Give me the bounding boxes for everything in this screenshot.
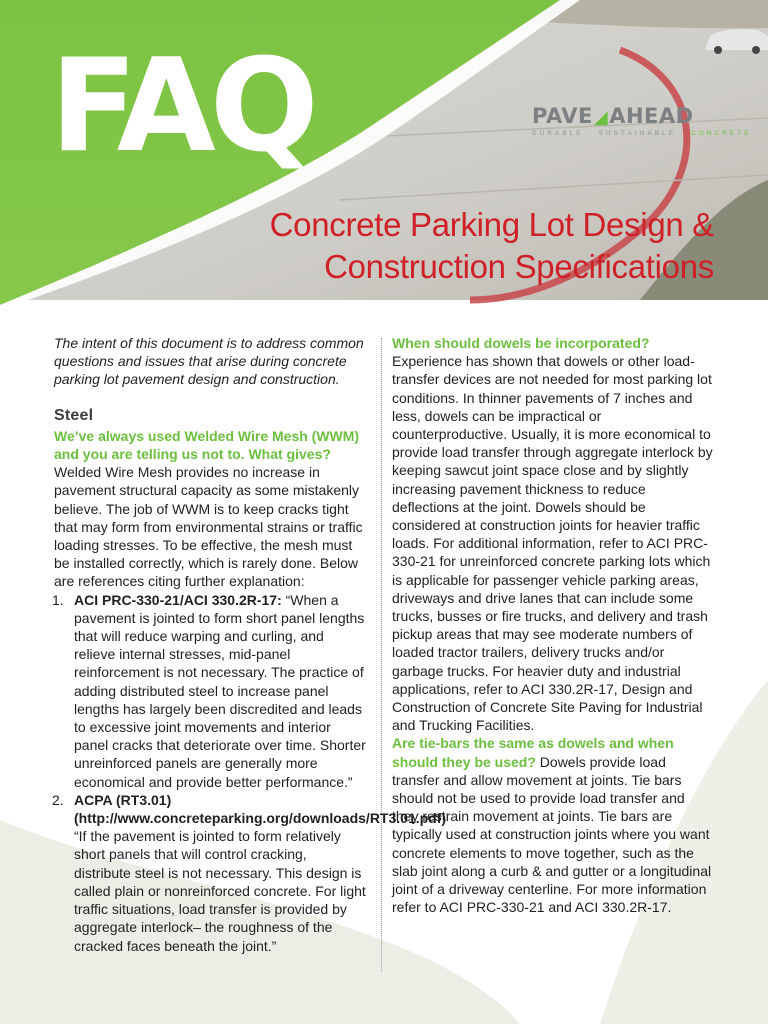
- reference-item: [52, 791, 447, 955]
- faq-item-tie-bars: [392, 734, 714, 916]
- question-wwm: We’ve always used Welded Wire Mesh (WWM) and you are telling us not to. What gives?: [54, 427, 360, 463]
- page-title: [270, 204, 714, 288]
- logo-tagline-highlight: CONCRETE: [691, 130, 752, 137]
- pave-ahead-logo: [532, 104, 752, 150]
- logo-tagline: DURABLE · SUSTAINABLE ·: [532, 130, 692, 137]
- logo-arrow-icon: ◢: [593, 107, 609, 128]
- faq-item-wwm: [54, 427, 366, 591]
- reference-text: “When a pavement is jointed to form short panel lengths that will reduce warping and curling, and relieve internal stresses, mid-panel reinforcement is not necessary. The practice of adding distributed steel to increase panel lengths has largely been discredited and leads to excessive joint movements and interior panel cracks that deteriorate over time. Shorter unreinforced panels are generally more economical and provide better performance.”: [74, 591, 366, 790]
- faq-badge: FAQ: [50, 32, 313, 181]
- question-dowels: When should dowels be incorporated?: [392, 335, 650, 351]
- answer-wwm: Welded Wire Mesh provides no increase in pavement structural capacity as some mistakenly believe. The job of WWM is to keep cracks tight that may form from environmental strains or traffic loading stresses. To be effective, the mesh must be installed correctly, which is rarely done. Below are references citing further explanation:: [54, 464, 363, 590]
- reference-title: ACI PRC-330-21/ACI 330.2R-17:: [74, 591, 282, 608]
- column-divider: [381, 338, 382, 972]
- reference-item: [54, 591, 366, 791]
- page-title-line-1: Concrete Parking Lot Design &: [269, 206, 714, 243]
- reference-text: “If the pavement is jointed to form relatively short panels that will control cracking, distribute steel is not necessary. This design is called plain or nonreinforced concrete. For light traffic situations, load transfer is provided by aggregate interlock– the roughness of the cracked faces beneath the joint.”: [74, 828, 366, 954]
- reference-number: 1.: [52, 591, 64, 608]
- page-title-line-2: Construction Specifications: [324, 248, 714, 285]
- reference-title: ACPA (RT3.01) (http://www.concreteparking.org/downloads/RT3.01.pdf): [74, 791, 447, 827]
- right-column: [392, 334, 714, 917]
- answer-tie-bars: Dowels provide load transfer and allow movement at joints. Tie bars should not be used to provide load transfer and they restrain movement at joints. Tie bars are typically used at construction joints where you want concrete elements to move together, such as the slab joint along a curb & and gutter or a longitudinal joint of a driveway centerline. For more information refer to ACI PRC-330-21 and ACI 330.2R-17.: [392, 753, 712, 916]
- left-column: [52, 334, 447, 955]
- intro-paragraph: The intent of this document is to address common questions and issues that arise during concrete parking lot pavement design and construction.: [54, 335, 364, 388]
- answer-dowels: Experience has shown that dowels or other load-transfer devices are not needed for most parking lot conditions. In thinner pavements of 7 inches and less, dowels can be impractical or counterproductive. Usually, it is more economical to provide load transfer through aggregate interlock by keeping sawcut joint space close and by slightly increasing pavement thickness to reduce deflections at the joint. Dowels should be considered at construction joints for heavier traffic loads. For additional information, refer to ACI PRC-330-21 for unreinforced concrete parking lots which is applicable for passenger vehicle parking areas, driveways and drive lanes that can include some trucks, busses or fire trucks, and delivery and trash pickup areas that may see moderate numbers of loaded tractor trailers, delivery trucks and/or garbage trucks. For heavier duty and industrial applications, refer to ACI 330.2R-17, Design and Construction of Concrete Site Paving for Industrial and Trucking Facilities.: [392, 353, 713, 734]
- reference-number: 2.: [52, 791, 64, 808]
- logo-ahead: AHEAD: [609, 104, 694, 128]
- reference-list: [52, 591, 447, 955]
- section-title-steel: Steel: [54, 406, 94, 424]
- question-tie-bars: Are tie-bars the same as dowels and when should they be used?: [392, 735, 674, 770]
- logo-pave: PAVE: [532, 104, 593, 128]
